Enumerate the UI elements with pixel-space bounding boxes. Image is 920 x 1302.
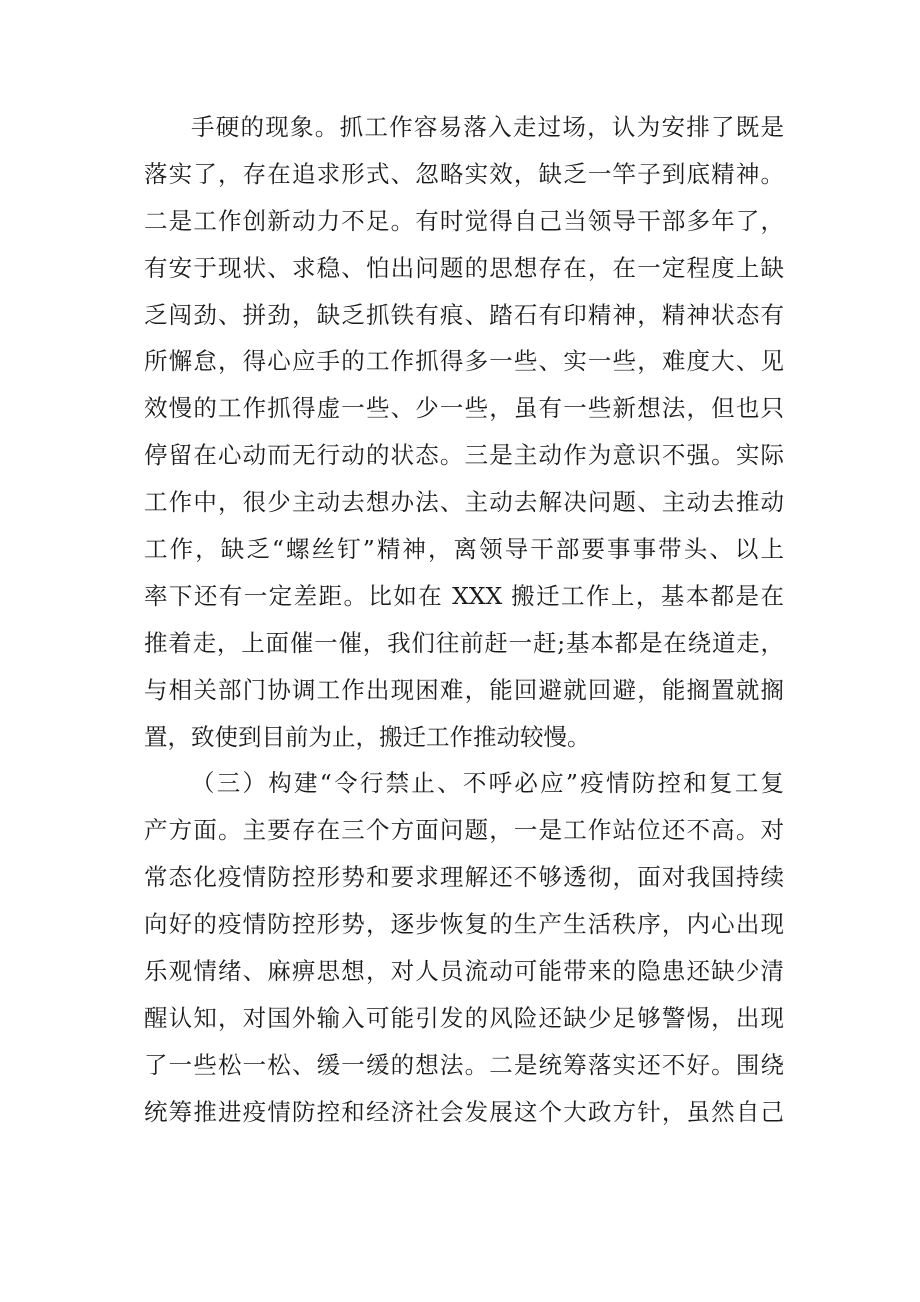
section-heading-line: （三）构建“令行禁止、不呼必应”疫情防控和复工复 [191,769,784,798]
text-line: 停留在心动而无行动的状态。三是主动作为意识不强。实际 [144,441,784,470]
text-line: 效慢的工作抓得虚一些、少一些，虽有一些新想法，但也只 [144,394,784,423]
text-line: 工作，缺乏“螺丝钉”精神，离领导干部要事事带头、以上 [144,535,784,564]
text-line: 乏闯劲、拼劲，缺乏抓铁有痕、踏石有印精神，精神状态有 [144,300,784,329]
text-line: 向好的疫情防控形势，逐步恢复的生产生活秩序，内心出现 [144,910,784,939]
text-line: 有安于现状、求稳、怕出问题的思想存在，在一定程度上缺 [144,253,784,282]
text-line: 落实了，存在追求形式、忽略实效，缺乏一竿子到底精神。 [144,159,784,188]
text-line: 所懈怠，得心应手的工作抓得多一些、实一些，难度大、见 [144,347,784,376]
text-line: 推着走，上面催一催，我们往前赶一赶;基本都是在绕道走， [144,628,784,657]
text-line: 率下还有一定差距。比如在 XXX 搬迁工作上，基本都是在 [144,581,784,610]
text-line: 醒认知，对国外输入可能引发的风险还缺少足够警惕，出现 [144,1003,784,1032]
text-line: 手硬的现象。抓工作容易落入走过场，认为安排了既是 [191,113,784,141]
text-line: 与相关部门协调工作出现困难，能回避就回避，能搁置就搁 [144,675,784,704]
text-line: 工作中，很少主动去想办法、主动去解决问题、主动去推动 [144,488,784,517]
text-line: 二是工作创新动力不足。有时觉得自己当领导干部多年了， [144,206,784,235]
document-body [144,104,784,1136]
text-line: 产方面。主要存在三个方面问题，一是工作站位还不高。对 [144,816,784,845]
text-line: 统筹推进疫情防控和经济社会发展这个大政方针，虽然自己 [144,1097,784,1126]
text-line: 了一些松一松、缓一缓的想法。二是统筹落实还不好。围绕 [144,1050,784,1079]
text-line: 乐观情绪、麻痹思想，对人员流动可能带来的隐患还缺少清 [144,957,784,986]
text-line: 常态化疫情防控形势和要求理解还不够透彻，面对我国持续 [144,863,784,892]
text-line: 置，致使到目前为止，搬迁工作推动较慢。 [144,722,591,751]
